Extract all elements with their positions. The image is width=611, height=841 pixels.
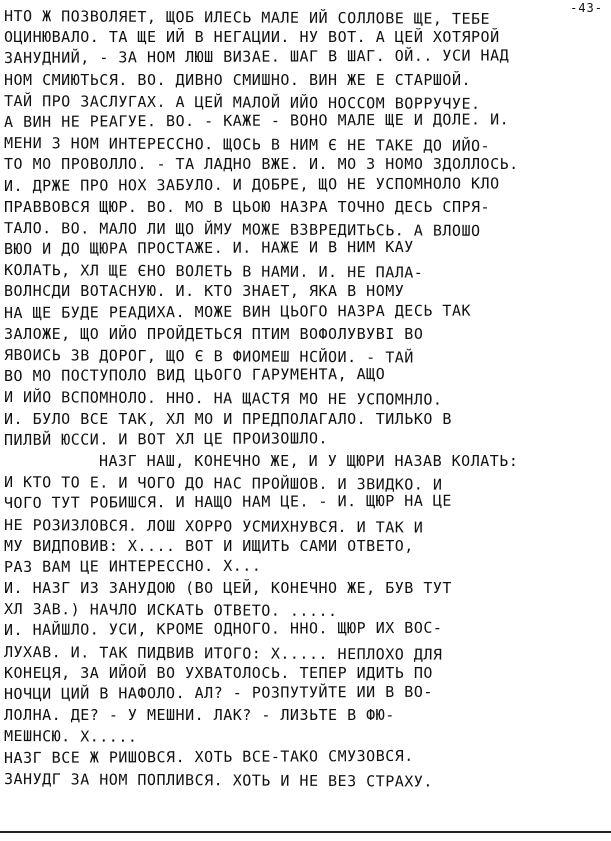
text-line: ХЛ ЗАВ.) НАЧЛО ИСКАТЬ ОТВЕТО. .....: [3, 600, 338, 621]
text-line: НОМ СМИЮТЬСЯ. ВО. ДИВНО СМИШНО. ВИН ЖЕ Е СТАРШОЙ.: [4, 70, 472, 89]
text-line: НАЗГ ВСЕ Ж РИШОВСЯ. ХОТЬ ВСЕ-ТАКО СМУЗОВСЯ.: [3, 746, 414, 767]
text-line: ВЮО И ДО ЩЮРА ПРОСТАЖЕ. И. НАЖЕ И В НИМ КАУ: [3, 237, 414, 259]
text-line: РАЗ ВАМ ЦЕ ИНТЕРЕССНО. Х...: [3, 556, 262, 576]
page-bottom-rule: [0, 831, 611, 833]
text-line: МЕНИ З НОМ ИНТЕРЕССНО. ЩОСЬ В НИМ Є НЕ ТАКЕ ДО ИЙО-: [3, 134, 491, 156]
text-line: ТАЙ ПРО ЗАСЛУГАХ. А ЦЕЙ МАЛОЙ ИЙО НОССОМ ВОРРУЧУЕ.: [3, 91, 481, 113]
text-line: НЕ РОЗИЗЛОВСЯ. ЛОШ ХОРРО УСМИХНУВСЯ. И ТАК И: [3, 515, 424, 537]
text-line: ПРАВВОВСЯ ЩЮР. ВО. МО В ЦЬОЮ НАЗРА ТОЧНО ДЕСЬ СПРЯ-: [4, 197, 491, 216]
text-line: КОЛАТЬ, ХЛ ЩЕ ЄНО ВОЛЕТЬ В НАМИ. И. НЕ ПАЛА-: [3, 261, 424, 282]
paragraph-start-line: НАЗГ НАШ, КОНЕЧНО ЖЕ, И У ЩЮРИ НАЗАВ КОЛАТЬ:: [99, 451, 519, 470]
text-line: ВОЛНСДИ ВОТАСНУЮ. И. КТО ЗНАЕТ, ЯКА В НОМУ: [4, 282, 405, 301]
text-line: ОЦИНЮВАЛО. ТА ЩЕ ИЙ В НЕГАЦИИ. НУ ВОТ. А ЦЕЙ ХОТЯРОЙ: [4, 28, 500, 47]
text-line: НОЧЦИ ЦИЙ В НАФОЛО. АЛ? - РОЗПУТУЙТЕ ИИ В ВО-: [3, 682, 433, 703]
text-line: ЗАЛОЖЕ, ЩО ИЙО ПРОЙДЕТЬСЯ ПТИМ ВОФОЛУВУВІ ВО: [4, 324, 424, 343]
text-line: ПИЛВЙ ЮССИ. И ВОТ ХЛ ЦЕ ПРОИЗОШЛО.: [3, 429, 329, 449]
handwritten-text-block: [4, 6, 604, 790]
text-line: НА ЩЕ БУДЕ РЕАДИХА. МОЖЕ ВИН ЦЬОГО НАЗРА ДЕСЬ ТАК: [3, 301, 472, 322]
text-line: И. НАЗГ ИЗ ЗАНУДОЮ (ВО ЦЕЙ, КОНЕЧНО ЖЕ, БУВ ТУТ: [4, 579, 452, 598]
text-line: КОНЕЦЯ, ЗА ИЙОЙ ВО УХВАТОЛОСЬ. ТЕПЕР ИДИТЬ ПО: [4, 663, 433, 682]
text-line: ВО МО ПОСТУПОЛО ВИД ЦЬОГО ГАРУМЕНТА, АЩО: [3, 365, 386, 386]
text-line: ЗАНУДНИЙ, - ЗА НОМ ЛЮШ ВИЗАЕ. ШАГ В ШАГ. ОЙ.. УСИ НАД: [3, 46, 510, 68]
text-line: ТАЛО. ВО. МАЛО ЛИ ЩО ЙМУ МОЖЕ ВЗВРЕДИТЬСЬ. А ВЛОШО: [3, 218, 481, 240]
text-line: И. ДРЖЕ ПРО НОХ ЗАБУЛО. И ДОБРЕ, ЩО НЕ УСПОМНОЛО КЛО: [3, 173, 500, 195]
text-line: ЯВОИСЬ ЗВ ДОРОГ, ЩО Є В ФИОМЕШ НСЙОИ. - ТАЙ: [3, 346, 414, 367]
text-line: А ВИН НЕ РЕАГУЕ. ВО. - КАЖЕ - ВОНО МАЛЕ ЩЕ И ДОЛЕ. И.: [3, 110, 510, 131]
text-line: И. НАЙШЛО. УСИ, КРОМЕ ОДНОГО. ННО. ЩЮР ИХ ВОС-: [3, 619, 443, 640]
text-line: ЧОГО ТУТ РОБИШСЯ. И НАЩО НАМ ЦЕ. - И. ЩЮР НА ЦЕ: [3, 491, 452, 513]
text-line: НТО Ж ПОЗВОЛЯЕТ, ЩОБ ИЛЕСЬ МАЛЕ ИЙ СОЛЛОВЕ ЩЕ, ТЕБЕ: [3, 7, 491, 28]
text-line: МЕШНСЮ. Х.....: [3, 727, 138, 747]
text-line: И. БУЛО ВСЕ ТАК, ХЛ МО И ПРЕДПОЛАГАЛО. ТИЛЬКО В: [4, 409, 452, 428]
text-line: ТО МО ПРОВОЛЛО. - ТА ЛАДНО ВЖЕ. И. МО З НОМО ЗДОЛЛОСЬ.: [4, 155, 519, 174]
text-line: МУ ВИДПОВИВ: Х.... ВОТ И ИЩИТЬ САМИ ОТВЕТО,: [4, 536, 414, 555]
text-line: ЗАНУДГ ЗА НОМ ПОПЛИВСЯ. ХОТЬ И НЕ ВЕЗ СТРАХУ.: [3, 769, 433, 791]
page-number: -43-: [570, 1, 603, 15]
text-line: ЛОЛНА. ДЕ? - У МЕШНИ. ЛАК? - ЛИЗЬТЕ В ФЮ-: [4, 706, 395, 725]
text-line: ЛУХАВ. И. ТАК ПИДВИВ ИТОГО: Х..... НЕПЛОХО ДЛЯ: [3, 642, 443, 664]
text-line: И ИЙО ВСПОМНОЛО. ННО. НА ЩАСТЯ МО НЕ УСПОМНЛО.: [3, 388, 443, 410]
text-line: И КТО ТО Е. И ЧОГО ДО НАС ПРОЙШОВ. И ЗВИДКО. И: [3, 473, 443, 494]
